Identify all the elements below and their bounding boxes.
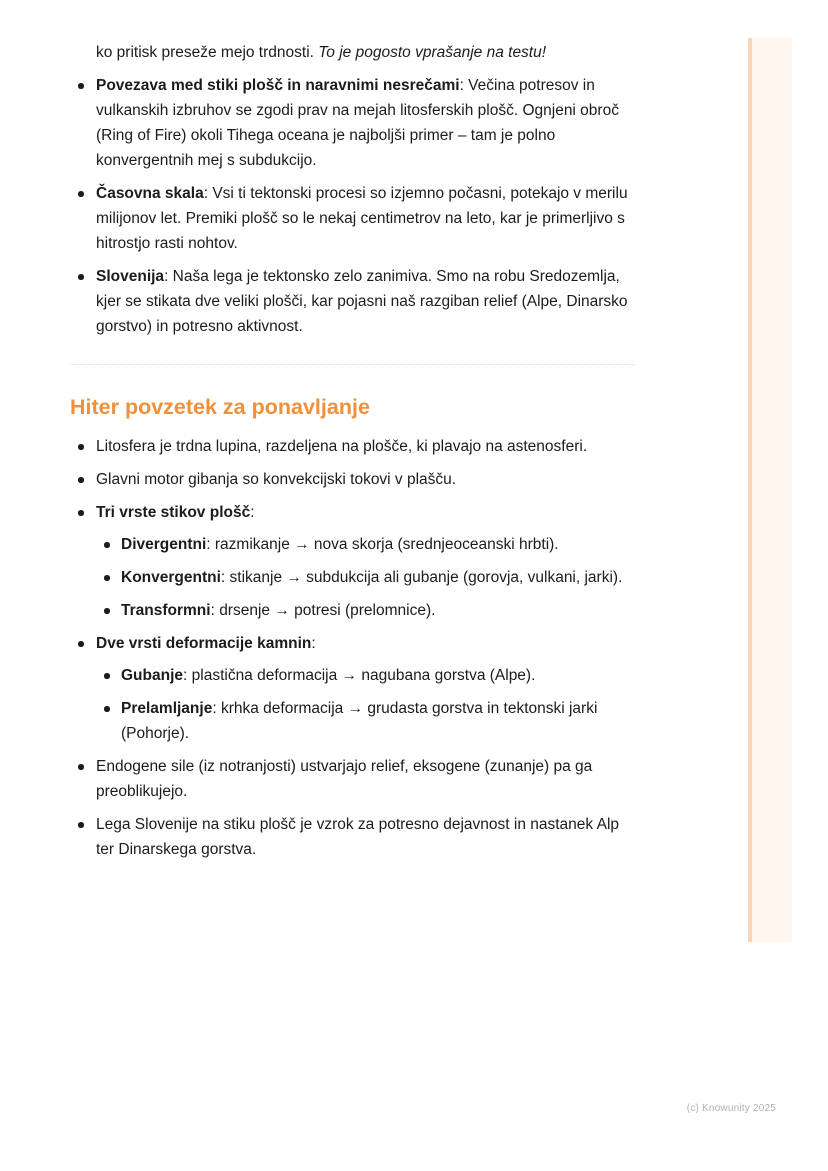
list-item-text: : Vsi ti tektonski procesi so izjemno počasni, potekajo v merilu milijonov let. Premiki plošč so le nekaj centimetrov na leto, kar je primerljivo s hitrostjo rasti nohtov.: [96, 185, 628, 252]
summary-item-colon: :: [250, 504, 255, 521]
sub-list-item: [96, 663, 640, 688]
summary-item-text: Glavni motor gibanja so konvekcijski tokovi v plašču.: [96, 471, 457, 488]
continuation-italic-note: To je pogosto vprašanje na testu!: [318, 44, 547, 61]
summary-item-text: Lega Slovenije na stiku plošč je vzrok za potresno dejavnost in nastanek Alp ter Dinarskega gorstva.: [96, 816, 620, 858]
sub-item-term: Prelamljanje: [121, 700, 213, 717]
list-item-term: Slovenija: [96, 268, 165, 285]
copyright-footer: (c) Knowunity 2025: [686, 1103, 776, 1114]
list-item-text: : Naša lega je tektonsko zelo zanimiva. Smo na robu Sredozemlja, kjer se stikata dve veliki plošči, kar pojasni naš razgiban relief (Alpe, Dinarsko gorstvo) in potresno aktivnost.: [96, 268, 628, 335]
list-item-term: Povezava med stiki plošč in naravnimi nesrečami: [96, 77, 460, 94]
sub-item-text: : razmikanje → nova skorja (srednjeoceanski hrbti).: [206, 536, 559, 553]
continuation-text: ko pritisk preseže mejo trdnosti.: [96, 44, 314, 61]
sub-item-term: Gubanje: [121, 667, 184, 684]
sub-list: [96, 532, 640, 623]
summary-item: [70, 754, 640, 804]
sub-item-term: Divergentni: [121, 536, 207, 553]
summary-item-rock-deformation: [70, 631, 640, 746]
summary-item: [70, 812, 640, 862]
list-item: [70, 181, 640, 256]
list-item: [70, 73, 640, 173]
summary-item-colon: :: [311, 635, 316, 652]
sub-item-text: : stikanje → subdukcija ali gubanje (gorovja, vulkani, jarki).: [220, 569, 623, 586]
sub-list-item: [96, 696, 640, 746]
section-divider: [70, 364, 635, 365]
summary-item-plate-boundaries: [70, 500, 640, 623]
sub-item-term: Transformni: [121, 602, 211, 619]
continuation-paragraph: [96, 40, 640, 65]
sub-list: [96, 663, 640, 746]
section-heading: Hiter povzetek za ponavljanje: [70, 395, 370, 419]
list-item-text: : Večina potresov in vulkanskih izbruhov se zgodi prav na mejah litosferskih plošč. Ognjeni obroč (Ring of Fire) okoli Tihega oceana je najboljši primer – tam je polno konvergentnih mej s subdukcijo.: [96, 77, 619, 169]
details-list: [70, 73, 640, 347]
sub-item-text: : plastična deformacija → nagubana gorstva (Alpe).: [183, 667, 536, 684]
sub-list-item: [96, 532, 640, 557]
summary-item-term: Dve vrsti deformacije kamnin: [96, 635, 312, 652]
sub-item-text: : drsenje → potresi (prelomnice).: [210, 602, 436, 619]
sub-item-text: : krhka deformacija → grudasta gorstva in tektonski jarki (Pohorje).: [121, 700, 598, 742]
summary-item: [70, 434, 640, 459]
list-item-term: Časovna skala: [96, 185, 204, 202]
summary-list: [70, 434, 640, 870]
side-margin-panel: [748, 38, 792, 942]
list-item: [70, 264, 640, 339]
sub-item-term: Konvergentni: [121, 569, 221, 586]
sub-list-item: [96, 598, 640, 623]
summary-item: [70, 467, 640, 492]
summary-item-text: Litosfera je trdna lupina, razdeljena na plošče, ki plavajo na astenosferi.: [96, 438, 588, 455]
summary-item-text: Endogene sile (iz notranjosti) ustvarjajo relief, eksogene (zunanje) pa ga preoblikujejo.: [96, 758, 593, 800]
sub-list-item: [96, 565, 640, 590]
summary-item-term: Tri vrste stikov plošč: [96, 504, 251, 521]
